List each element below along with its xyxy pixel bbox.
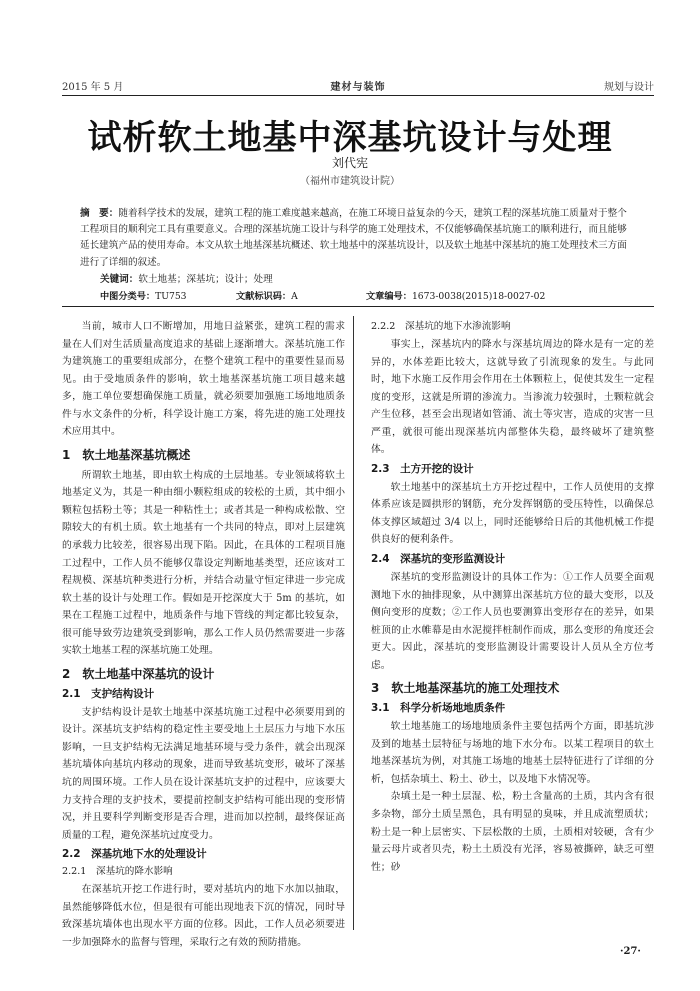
section-3-1-paragraph: 软土地基施工的场地地质条件主要包括两个方面，即基坑涉及到的地基土层特征与场地的地下水分布。以某工程项目的软土地基深基坑为例，对其施工场地的地基土层特征进行了详细的分析，包括杂填土、粉土、砂土，以及地下水情况等。 <box>371 721 654 785</box>
header-section: 规划与设计 <box>604 82 654 93</box>
section-heading-2: 2 软土地基中深基坑的设计 <box>62 666 215 681</box>
keywords-text: 软土地基；深基坑；设计；处理 <box>138 274 273 285</box>
clc-number <box>100 288 187 302</box>
intro-paragraph: 当前，城市人口不断增加，用地日益紧张，建筑工程的需求量在人们对生活质量高度追求的基础上逐渐增大。深基坑施工作为建筑施工的重要组成部分，在整个建筑工程中的重要性显而易见。由于受地质条件的影响，软土地基深基坑施工项目越来越多，施工单位要想确保施工质量，就必须要加强施工场地地质条件与水文条件的分析，科学设计施工方案，将先进的施工处理技术应用其中。 <box>62 321 345 438</box>
author: 刘代宪 <box>331 156 368 170</box>
section-3-1-paragraph-2: 杂填土是一种土层湿、松，粉土含量高的土质，其内含有很多杂物，部分土质呈黑色，具有明显的臭味，并且成流塑质状；粉土是一种上层密实、下层松散的土质，土质相对较硬，含有少量云母片或者贝壳，粉土土质没有光泽，容易被撕碎，缺乏可塑性；砂 <box>371 791 654 873</box>
abstract-divider <box>62 306 654 307</box>
section-2-4-paragraph: 深基坑的变形监测设计的具体工作为：①工作人员要全面观测地下水的抽排现象，从中测算出深基坑方位的最大变形，以及侧向变形的度数；②工作人员也要测算出变形存在的差异，如果桩顶的止水帷幕是由水泥搅拌桩制作而成，那么变形的角度还会更大。因此，深基坑的变形监测设计需要设计人员从全方位考虑。 <box>371 572 654 671</box>
section-heading-2-2-1: 2.2.1 深基坑的降水影响 <box>62 866 173 878</box>
doc-code-label: 文献标识码： <box>236 291 292 302</box>
section-heading-2-4: 2.4 深基坑的变形监测设计 <box>371 553 506 566</box>
header-date: 2015 年 5 月 <box>62 82 124 93</box>
section-heading-3-1: 3.1 科学分析场地地质条件 <box>371 702 506 715</box>
abstract-label: 摘 要： <box>80 208 119 219</box>
section-2-2-1-paragraph: 在深基坑开挖工作进行时，要对基坑内的地下水加以抽取，虽然能够降低水位，但是很有可能出现地表下沉的情况，同时导致深基坑墙体也出现水平方面的位移。因此，工作人员必须要进一步加强降水的监督与管理，采取行之有效的预防措施。 <box>62 884 345 948</box>
affiliation: （福州市建筑设计院） <box>300 176 400 187</box>
section-heading-2-1: 2.1 支护结构设计 <box>62 687 155 700</box>
body-column-left <box>62 318 345 951</box>
keywords-label: 关键词： <box>100 274 139 285</box>
clc-label: 中图分类号： <box>100 291 156 302</box>
keywords <box>100 271 640 285</box>
section-heading-2-3: 2.3 土方开挖的设计 <box>371 462 474 475</box>
clc-value: TU753 <box>155 291 187 302</box>
body-column-right <box>371 318 654 876</box>
section-2-3-paragraph: 软土地基中的深基坑土方开挖过程中，工作人员使用的支撑体系应该是圆拱形的钢筋，充分发挥钢筋的受压特性，以确保总体支撑区域超过 3/4 以上，同时还能够给日后的其他机械工作提供良好的便利条件。 <box>371 481 654 546</box>
section-heading-1: 1 软土地基深基坑概述 <box>62 447 191 462</box>
section-2-1-paragraph: 支护结构设计是软土地基中深基坑施工过程中必须要用到的设计。深基坑支护结构的稳定性主要受地上土层压力与地下水压影响，一旦支护结构无法满足地基环境与受力条件，就会出现深基坑墙体向基坑内移动的现象，进而导致基坑变形，破坏了深基坑的周围环境。工作人员在设计深基坑支护的过程中，应该要大力支持合理的支护技术，要提前控制支护结构可能出现的变形情况，并且要科学判断变形是否合理，进而加以控制，最终保证高质量的工程，避免深基坑过度受力。 <box>62 706 345 841</box>
header-divider <box>62 95 654 96</box>
running-header <box>62 78 654 94</box>
section-1-paragraph: 所谓软土地基，即由软土构成的土层地基。专业领域将软土地基定义为，其是一种由细小颗粒组成的较松的土质，其中细小颗粒包括粉土等；其是一种粘性土；或者其是一种构成松散、空隙较大的有机土质。软土地基有一个共同的特点，即对上层建筑的承载力比较差，很容易出现下陷。因此，在具体的工程项目施工过程中，工作人员不能够仅靠设定判断地基类型，还应该对工程规模、深基坑种类进行分析，并结合动量守恒定律进一步完成软土基的设计与处理工作。假如是开挖深度大于 5m 的基坑，如果在工程施工过程中，地质条件与地下管线的判定都比较复杂，很可能导致劳边建筑受到影响，那么工作人员仍然需要进一步落实软土地基工程的深基坑施工处理。 <box>62 469 345 657</box>
article-id-label: 文章编号： <box>366 291 412 302</box>
article-id-value: 1673-0038(2015)18-0027-02 <box>411 291 546 302</box>
abstract-text: 随着科学技术的发展，建筑工程的施工难度越来越高，在施工环境日益复杂的今天，建筑工程的深基坑施工质量对于整个工程项目的顺利完工具有重要意义。合理的深基坑施工设计与科学的施工处理技术，不仅能够确保基坑施工的顺利进行，而且能够延长建筑产品的使用寿命。本文从软土地基深基坑概述、软土地基中的深基坑设计，以及软土地基中深基坑的施工处理技术三方面进行了详细的叙述。 <box>80 208 627 268</box>
article-title: 试析软土地基中深基坑设计与处理 <box>87 118 613 158</box>
document-code <box>236 288 298 302</box>
article-id <box>366 288 545 302</box>
classification-line <box>100 288 640 302</box>
journal-name: 建材与装饰 <box>330 82 386 93</box>
section-heading-3: 3 软土地基深基坑的施工处理技术 <box>371 681 560 696</box>
section-heading-2-2: 2.2 深基坑地下水的处理设计 <box>62 848 207 861</box>
page-number: ·27· <box>620 946 641 957</box>
column-divider <box>353 316 354 930</box>
abstract <box>80 206 632 271</box>
section-2-2-2-paragraph: 事实上，深基坑内的降水与深基坑周边的降水是有一定的差异的，水体差距比较大，这就导致了引流现象的发生。与此同时，地下水施工反作用会作用在土体颗粒上，促使其发生一定程度的变形，这就是所谓的渗流力。当渗流力较强时，土颗粒就会产生位移，甚至会出现诸如管涌、流土等灾害，造成的灾害一旦严重，就很可能出现深基坑内部整体失稳，最终破坏了建筑整体。 <box>371 339 654 456</box>
doc-code-value: A <box>291 291 298 302</box>
section-heading-2-2-2: 2.2.2 深基坑的地下水渗流影响 <box>371 321 511 332</box>
